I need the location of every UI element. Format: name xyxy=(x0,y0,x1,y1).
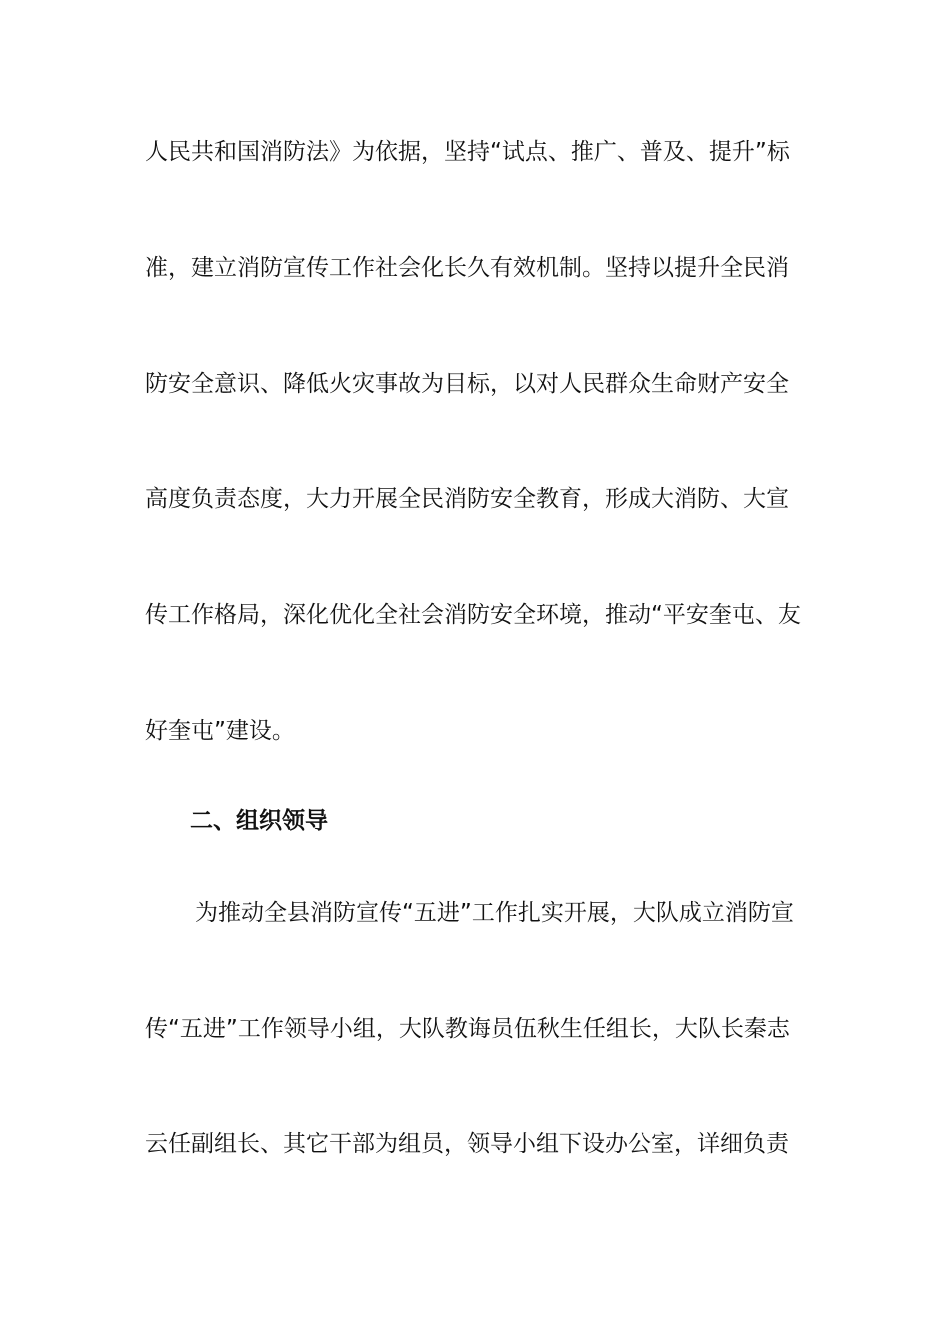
paragraph-2-line-1: 为推动全县消防宣传“五进”工作扎实开展，大队成立消防宣 xyxy=(195,900,794,926)
paragraph-1-line-5: 传工作格局，深化优化全社会消防安全环境，推动“平安奎屯、友 xyxy=(145,602,801,628)
section-heading: 二、组织领导 xyxy=(190,808,328,834)
paragraph-1-line-3: 防安全意识、降低火灾事故为目标，以对人民群众生命财产安全 xyxy=(145,371,789,397)
paragraph-1-line-1: 人民共和国消防法》为依据，坚持“试点、推广、普及、提升”标 xyxy=(145,139,790,165)
paragraph-2-line-3: 云任副组长、其它干部为组员，领导小组下设办公室，详细负责 xyxy=(145,1131,789,1157)
paragraph-2-line-2: 传“五进”工作领导小组，大队教诲员伍秋生任组长，大队长秦志 xyxy=(145,1016,790,1042)
paragraph-1-line-4: 高度负责态度，大力开展全民消防安全教育，形成大消防、大宣 xyxy=(145,486,789,512)
paragraph-1-line-2: 准，建立消防宣传工作社会化长久有效机制。坚持以提升全民消 xyxy=(145,255,789,281)
paragraph-1-line-6: 好奎屯”建设。 xyxy=(145,718,295,744)
